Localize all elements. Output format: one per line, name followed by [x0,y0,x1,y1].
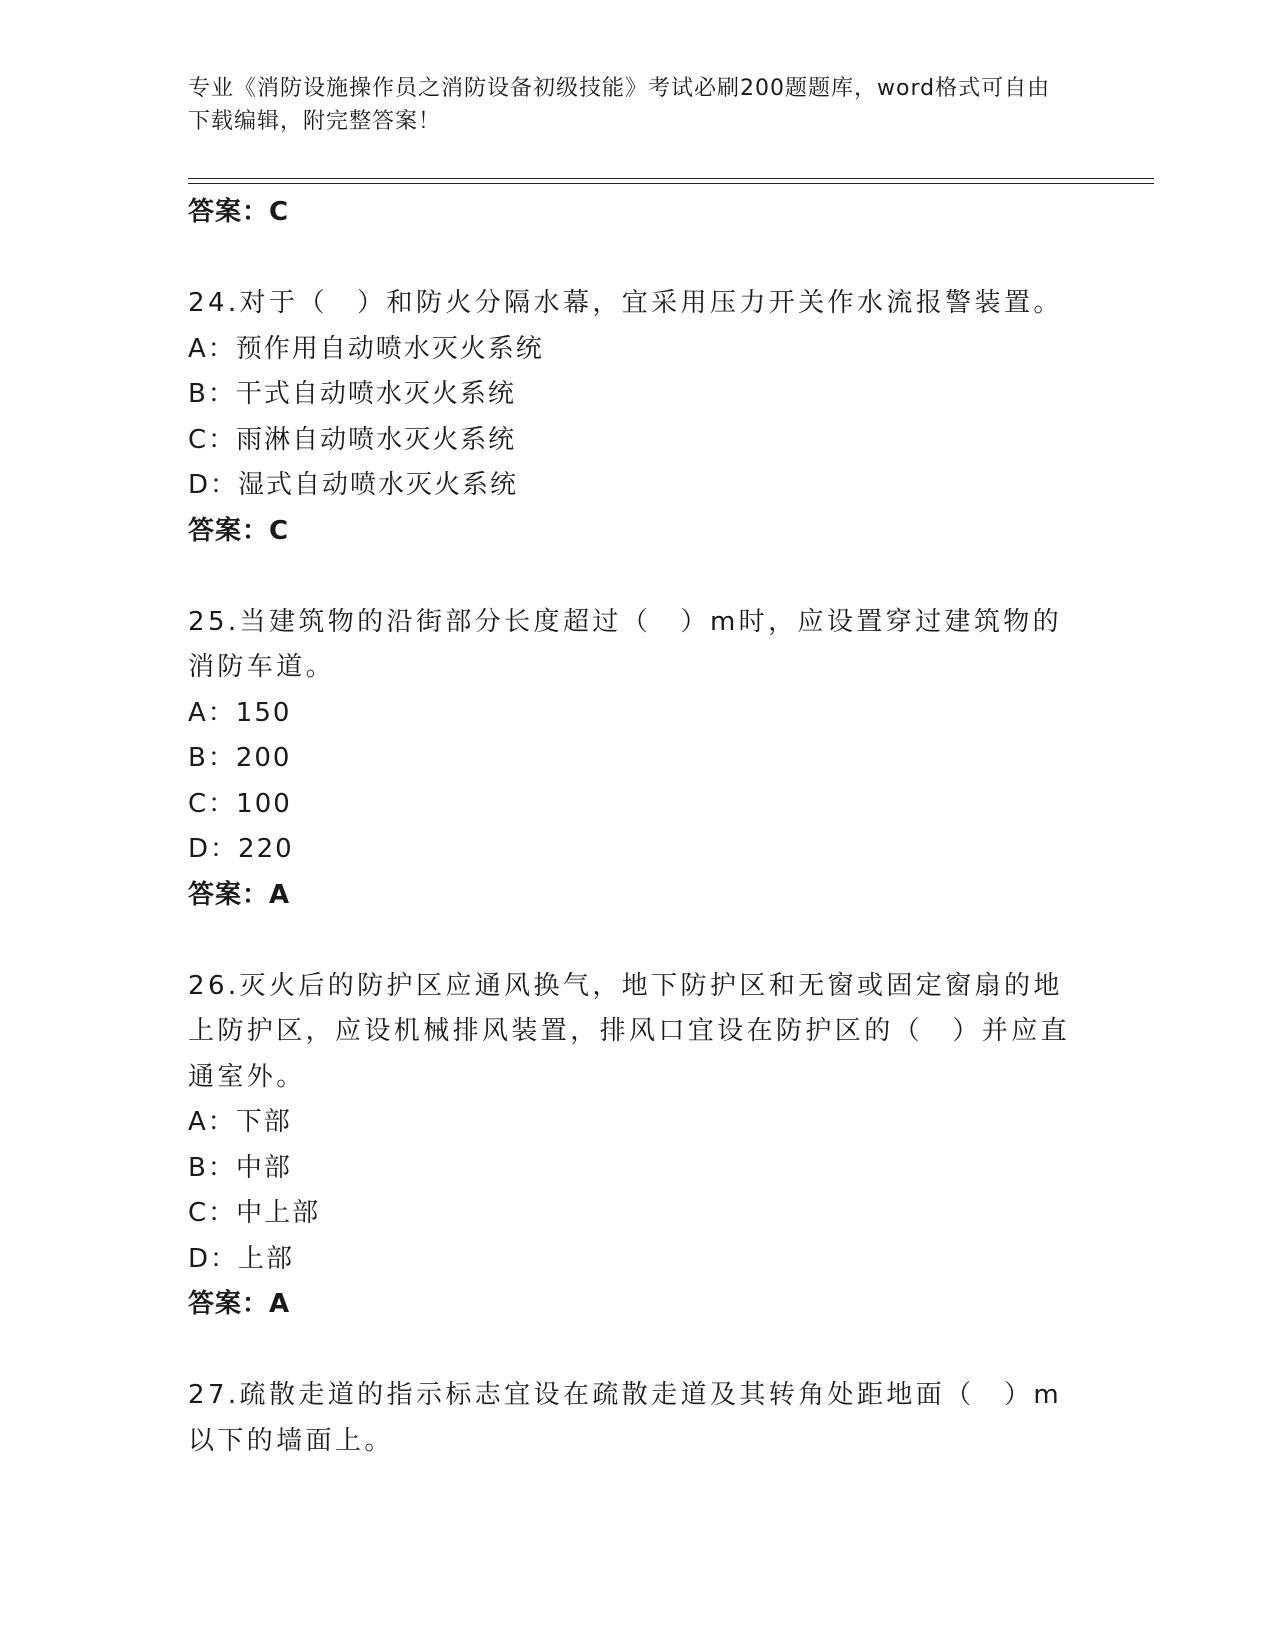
option-c: C：100 [188,788,292,819]
question-block-26 [188,964,1088,1328]
question-text: 24.对于（ ）和防火分隔水幕，宜采用压力开关作水流报警装置。 [188,288,1063,318]
question-text: 25.当建筑物的沿街部分长度超过（ ）m时，应设置穿过建筑物的消防车道。 [188,606,1063,682]
option-d: D：上部 [188,1243,295,1274]
answer-23: 答案：C [188,197,290,227]
answer: 答案：A [188,879,291,910]
answer: 答案：C [188,515,290,546]
header-rule-bottom [188,183,1154,184]
header-rule-top [188,178,1154,179]
option-b: B：200 [188,743,292,773]
document-title: 专业《消防设施操作员之消防设备初级技能》考试必刷200题题库，word格式可自由下载编辑，附完整答案！ [188,76,1051,134]
option-d: D：湿式自动喷水灭火系统 [188,470,519,500]
question-block-24 [188,281,1088,554]
option-a: A：预作用自动喷水灭火系统 [188,333,544,364]
question-text: 27.疏散走道的指示标志宜设在疏散走道及其转角处距地面（ ）m以下的墙面上。 [188,1380,1063,1456]
answer: 答案：A [188,1289,291,1319]
option-a: A：下部 [188,1107,292,1137]
option-d: D：220 [188,834,294,864]
question-text: 26.灭火后的防护区应通风换气，地下防护区和无窗或固定窗扇的地上防护区，应设机械排风装置，排风口宜设在防护区的（ ）并应直通室外。 [188,970,1071,1092]
question-block-25 [188,600,1088,919]
question-block-27 [188,1373,1088,1464]
option-b: B：中部 [188,1152,292,1183]
option-c: C：中上部 [188,1198,321,1228]
option-b: B：干式自动喷水灭火系统 [188,379,516,409]
question-list [188,190,1088,1464]
option-a: A：150 [188,697,292,728]
page-header [188,72,1068,138]
option-c: C：雨淋自动喷水灭火系统 [188,424,517,455]
